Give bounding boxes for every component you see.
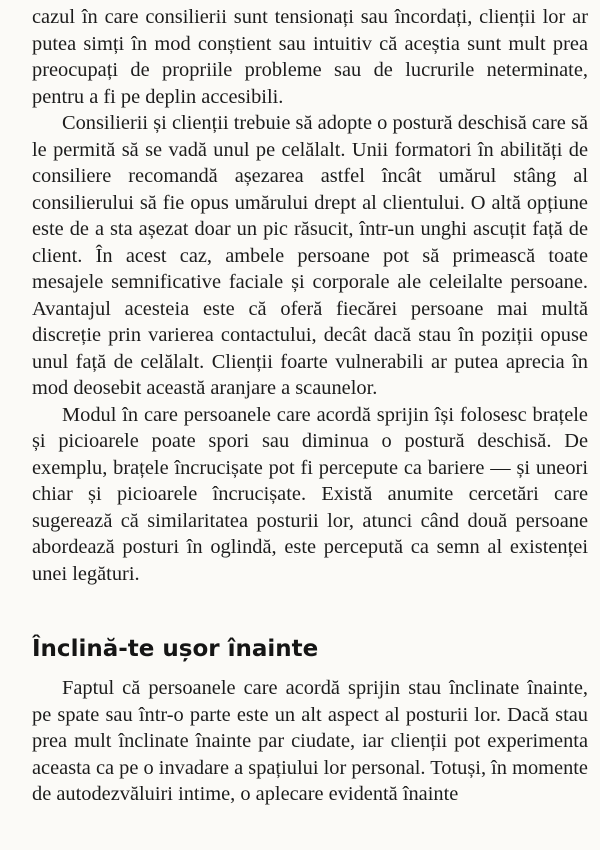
- section-heading: Înclină-te ușor înainte: [32, 636, 319, 662]
- paragraph-arms-legs: Modul în care persoanele care acordă sprijin își folosesc brațele și picioarele poate spori sau diminua o postură deschisă. De exemplu, brațele încrucișate pot fi percepute ca bariere — și uneori chiar și picioarele încrucișate. Există anumite cercetări care sugerează că similaritatea posturii lor, atunci când două persoane abordează posturi în oglindă, este percepută ca semn al existenței unei legături.: [32, 403, 588, 585]
- document-page: [32, 4, 588, 808]
- paragraph-open-posture: Consilierii și clienții trebuie să adopte o postură deschisă care să le permită să se vadă unul pe celălalt. Unii formatori în abilități de consiliere recomandă așezarea astfel încât umărul stâng al consilierului să fie opus umărului drept al clientului. O altă opțiune este de a sta așezat doar un pic răsucit, într-un unghi ascuțit față de client. În acest caz, ambele persoane pot să primească toate mesajele semnificative faciale și corporale ale celeilalte persoane. Avantajul acesteia este că oferă fiecărei persoane mai multă discreție prin varierea contactului, decât dacă stau în poziții opuse unul față de celălalt. Clienții foarte vulnerabili ar putea aprecia în mod deosebit această aranjare a scaunelor.: [32, 112, 588, 399]
- paragraph-lean-forward: Faptul că persoanele care acordă sprijin stau înclinate înainte, pe spate sau într-o parte este un alt aspect al posturii lor. Dacă stau prea mult înclinate înainte par ciudate, iar clienții pot experimenta aceasta ca pe o invadare a spațiului lor personal. Totuși, în momente de autodezvăluiri intime, o aplecare evidentă înainte: [32, 677, 588, 805]
- paragraph-continuation: cazul în care consilierii sunt tensionați sau încordați, clienții lor ar putea simți în mod conștient sau intuitiv că aceștia sunt mult prea preocupați de propriile probleme sau de lucrurile neterminate, pentru a fi pe deplin accesibili.: [32, 6, 588, 108]
